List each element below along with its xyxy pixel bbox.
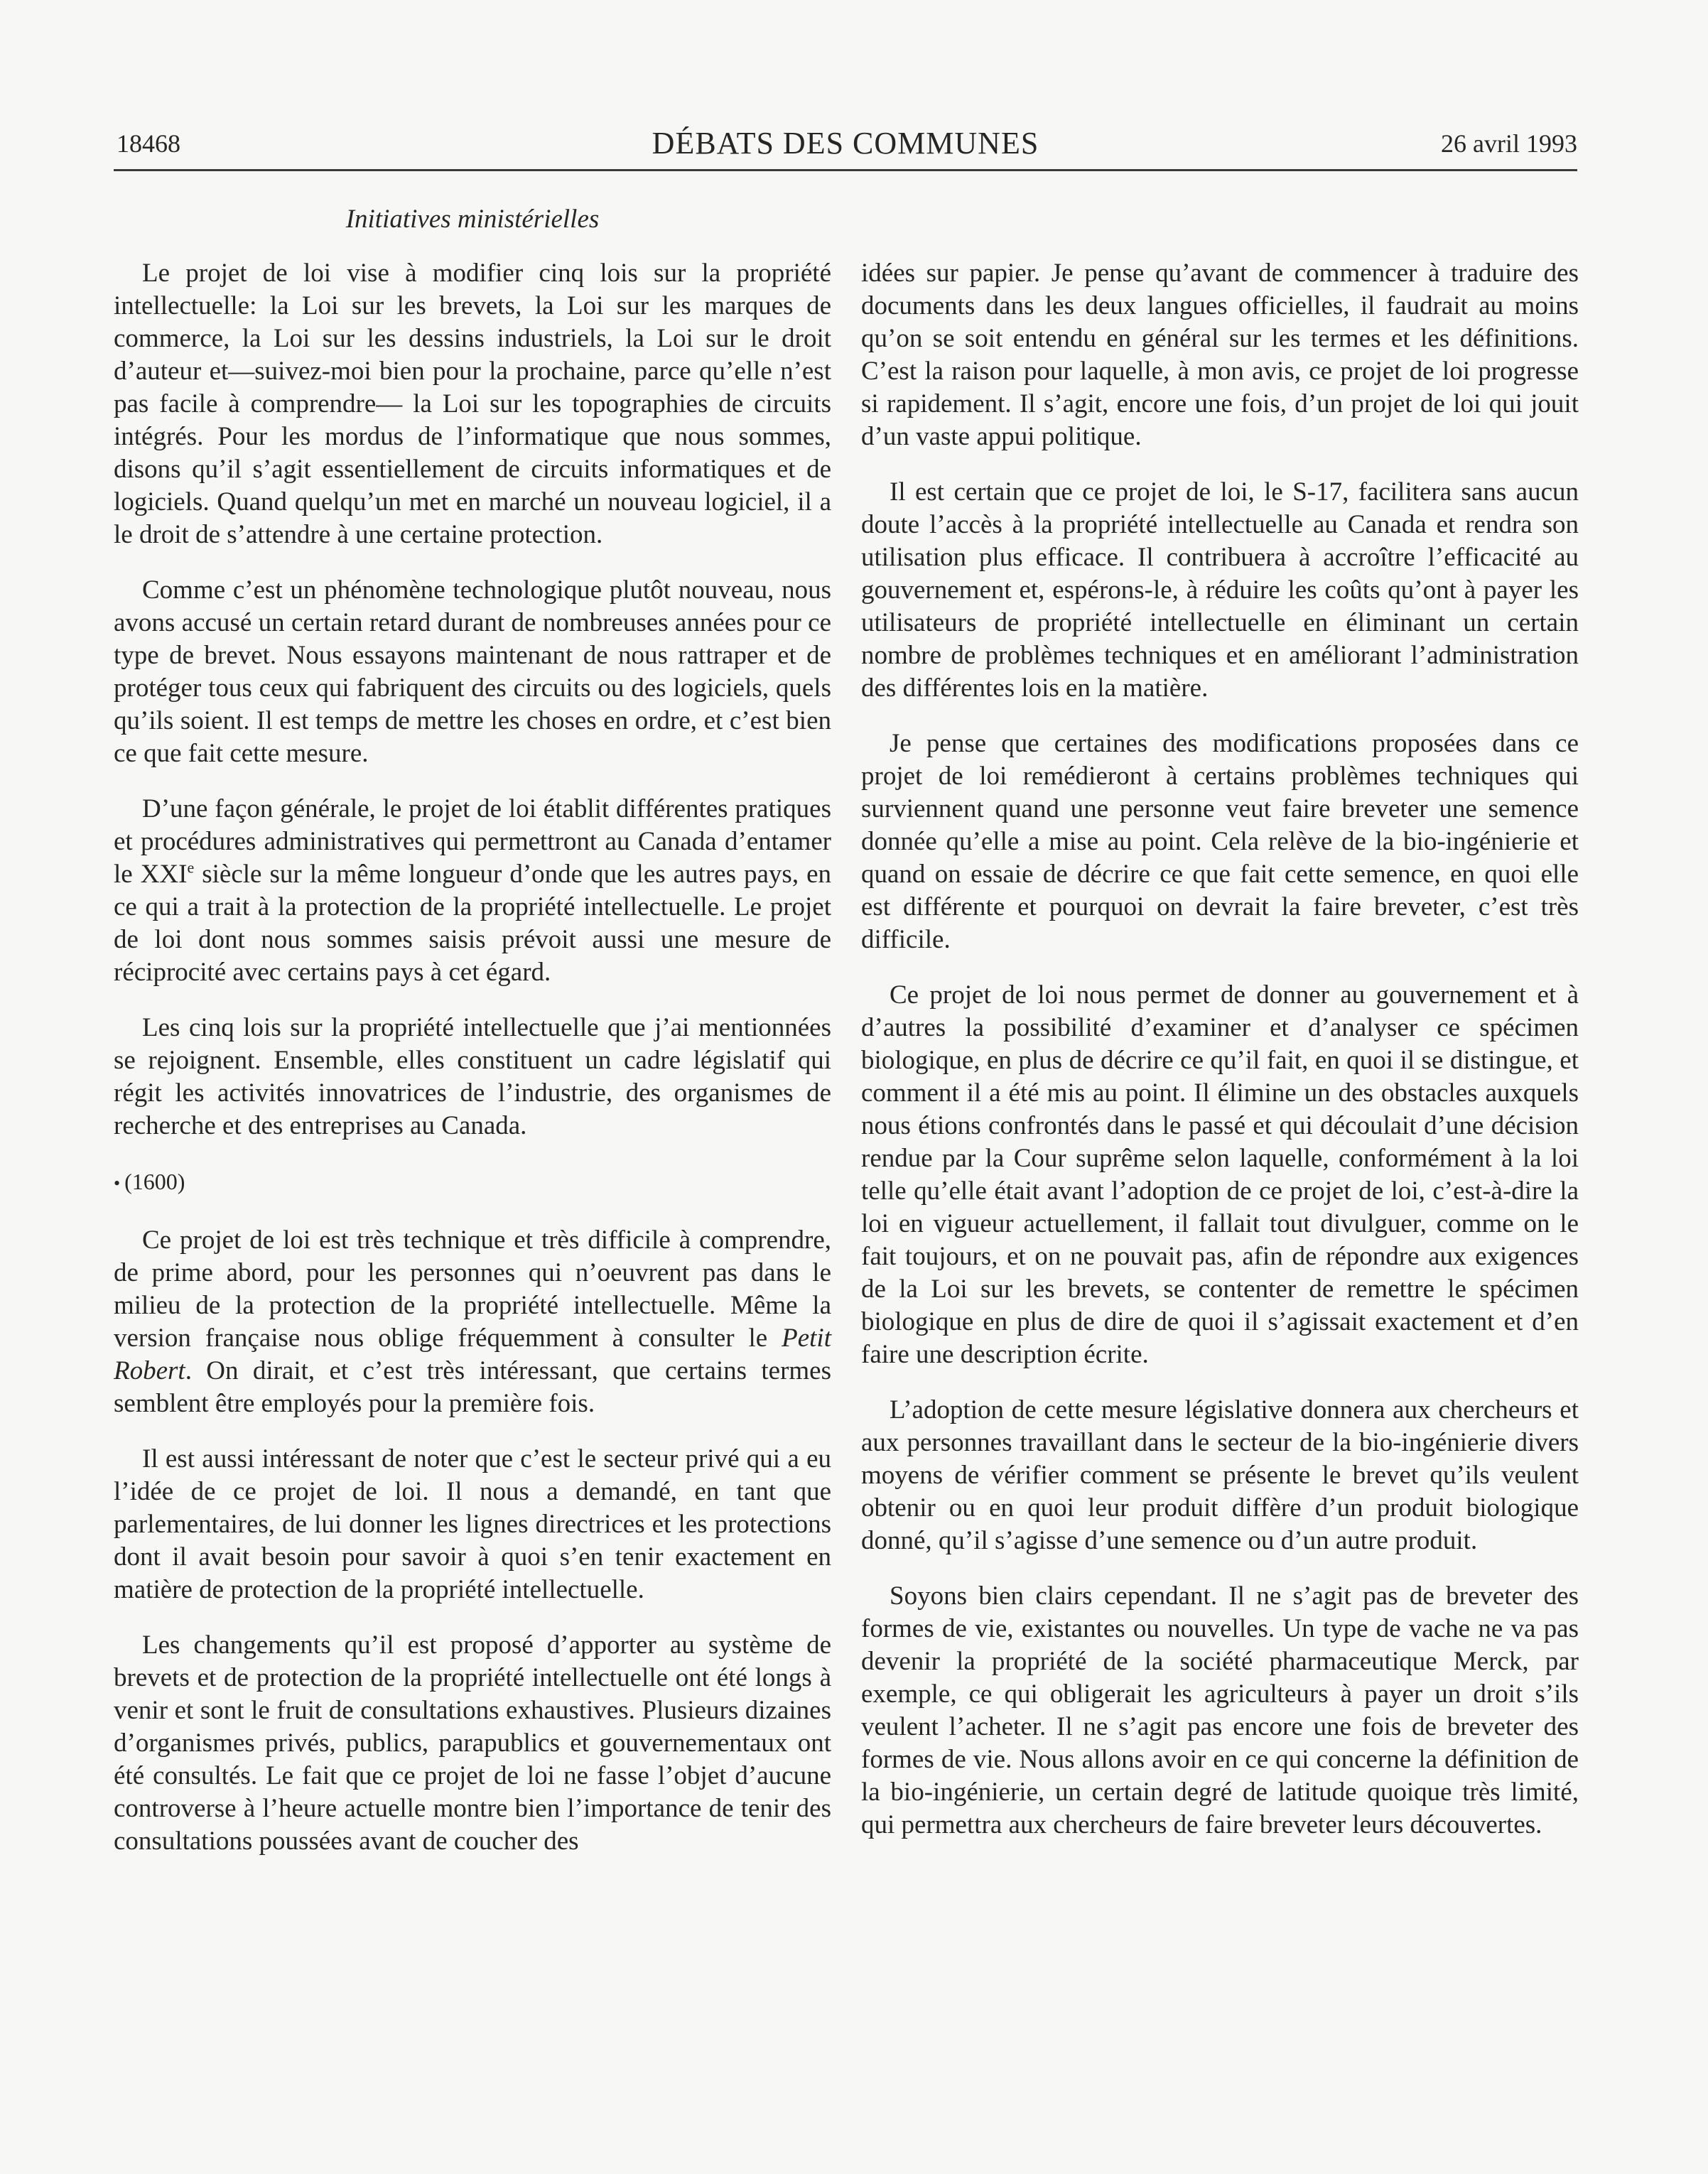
paragraph: L’adoption de cette mesure législative donnera aux chercheurs et aux personnes travaillant dans le secteur de la bio-ingénierie divers moyens de vérifier comment se présente le brevet qu’ils veulent obtenir ou en quoi leur produit diffère d’un produit biologique donné, qu’il s’agisse d’une semence ou d’un autre produit.	[861, 1395, 1579, 1555]
time-marker-text: (1600)	[124, 1169, 185, 1194]
paragraph: Il est certain que ce projet de loi, le S-17, facilitera sans aucun doute l’accès à la propriété intellectuelle au Canada et rendra son utilisation plus efficace. Il contribuera à accroître l’efficacité au gouvernement et, espérons-le, à réduire les coûts qu’ont à payer les utilisateurs de propriété intellectuelle en éliminant un certain nombre de problèmes techniques et en améliorant l’administration des différentes lois en la matière.	[861, 477, 1579, 703]
paragraph	[114, 793, 831, 989]
paragraph: Soyons bien clairs cependant. Il ne s’agit pas de breveter des formes de vie, existantes ou nouvelles. Un type de vache ne va pas devenir la propriété de la société pharmaceutique Merck, par exemple, ce qui obligerait les agriculteurs à payer un droit s’ils veulent l’acheter. Il ne s’agit pas encore une fois de breveter des formes de vie. Nous allons avoir en ce qui concerne la définition de la bio-ingénierie, un certain degré de latitude quoique très limité, qui permettra aux chercheurs de faire breveter leurs découvertes.	[861, 1581, 1579, 1839]
bullet-icon: •	[114, 1173, 121, 1194]
paragraph-text: siècle sur la même longueur d’onde que les autres pays, en ce qui a trait à la protection de la propriété intellectuelle. Le projet de loi dont nous sommes saisis prévoit aussi une mesure de réciprocité avec certains pays à cet égard.	[114, 860, 832, 987]
paragraph: Le projet de loi vise à modifier cinq lois sur la propriété intellectuelle: la Loi sur les brevets, la Loi sur les marques de commerce, la Loi sur les dessins industriels, la Loi sur le droit d’auteur et—suivez-moi bien pour la prochaine, parce qu’elle n’est pas facile à comprendre— la Loi sur les topographies de circuits intégrés. Pour les mordus de l’informatique que nous sommes, disons qu’il s’agit essentiellement de circuits informatiques et de logiciels. Quand quelqu’un met en marché un nouveau logiciel, il a le droit de s’attendre à une certaine protection.	[114, 259, 831, 549]
paragraph: Les changements qu’il est proposé d’apporter au système de brevets et de protection de la propriété intellectuelle ont été longs à venir et sont le fruit de consultations exhaustives. Plusieurs dizaines d’organismes privés, publics, parapublics et gouvernementaux ont été consultés. Le fait que ce projet de loi ne fasse l’objet d’aucune controverse à l’heure actuelle montre bien l’importance de tenir des consultations poussées avant de coucher des	[114, 1630, 831, 1856]
paragraph-continued: idées sur papier. Je pense qu’avant de commencer à traduire des documents dans les deux langues officielles, il faudrait au moins qu’on se soit entendu en général sur les termes et les définitions. C’est la raison pour laquelle, à mon avis, ce projet de loi progresse si rapidement. Il s’agit, encore une fois, d’un projet de loi qui jouit d’un vaste appui politique.	[861, 259, 1579, 451]
superscript: e	[187, 858, 195, 877]
paragraph: Je pense que certaines des modifications proposées dans ce projet de loi remédieront à certains problèmes techniques qui surviennent quand une personne veut faire breveter une semence donnée qu’elle a mise au point. Cela relève de la bio-ingénierie et quand on essaie de décrire ce que fait cette semence, en quoi elle est différente et pourquoi on devrait la faire breveter, c’est très difficile.	[861, 729, 1579, 954]
left-column	[114, 203, 831, 1858]
paragraph	[114, 1224, 831, 1420]
page-number: 18468	[117, 129, 180, 158]
page-date: 26 avril 1993	[1441, 129, 1577, 158]
page-header	[114, 125, 1577, 171]
paragraph: Il est aussi intéressant de noter que c’est le secteur privé qui a eu l’idée de ce projet de loi. Il nous a demandé, en tant que parlementaires, de lui donner les lignes directrices et les protections dont il avait besoin pour savoir à quoi s’en tenir exactement en matière de protection de la propriété intellectuelle.	[114, 1444, 831, 1604]
section-heading: Initiatives ministérielles	[345, 205, 600, 234]
paragraph: Comme c’est un phénomène technologique plutôt nouveau, nous avons accusé un certain retard durant de nombreuses années pour ce type de brevet. Nous essayons maintenant de nous rattraper et de protéger tous ceux qui fabriquent des circuits ou des logiciels, quels qu’ils soient. Il est temps de mettre les choses en ordre, et c’est bien ce que fait cette mesure.	[114, 575, 831, 768]
paragraph-text: Ce projet de loi est très technique et très difficile à comprendre, de prime abord, pour les personnes qui n’oeuvrent pas dans le milieu de la protection de la propriété intellectuelle. Même la version française nous oblige fréquemment à consulter le	[114, 1226, 831, 1353]
paragraph: Les cinq lois sur la propriété intellectuelle que j’ai mentionnées se rejoignent. Ensemble, elles constituent un cadre législatif qui régit les activités innovatrices de l’industrie, des organismes de recherche et des entreprises au Canada.	[114, 1013, 831, 1140]
italic-reference: Petit Robert	[114, 1324, 831, 1385]
paragraph-text: . On dirait, et c’est très intéressant, que certains termes semblent être employés pour la première fois.	[114, 1356, 831, 1418]
right-column	[861, 257, 1579, 1842]
time-marker	[114, 1165, 831, 1200]
paragraph-text: D’une façon générale, le projet de loi établit différentes pratiques et procédures administratives qui permettront au Canada d’entamer le XXI	[114, 794, 831, 889]
paragraph: Ce projet de loi nous permet de donner au gouvernement et à d’autres la possibilité d’examiner et d’analyser ce spécimen biologique, en plus de décrire ce qu’il fait, en quoi il se distingue, et comment il a été mis au point. Il élimine un des obstacles auxquels nous étions confrontés dans le passé et qui découlait d’une décision rendue par la Cour suprême selon laquelle, conformément à la loi telle qu’elle était avant l’adoption de ce projet de loi, c’est-à-dire la loi en vigueur actuellement, il fallait tout divulguer, comme on le fait toujours, et on ne pouvait pas, afin de répondre aux exigences de la Loi sur les brevets, se contenter de remettre le spécimen biologique en plus de dire de quoi il s’agissait exactement et d’en faire une description écrite.	[861, 980, 1579, 1369]
publication-title: DÉBATS DES COMMUNES	[652, 126, 1039, 161]
